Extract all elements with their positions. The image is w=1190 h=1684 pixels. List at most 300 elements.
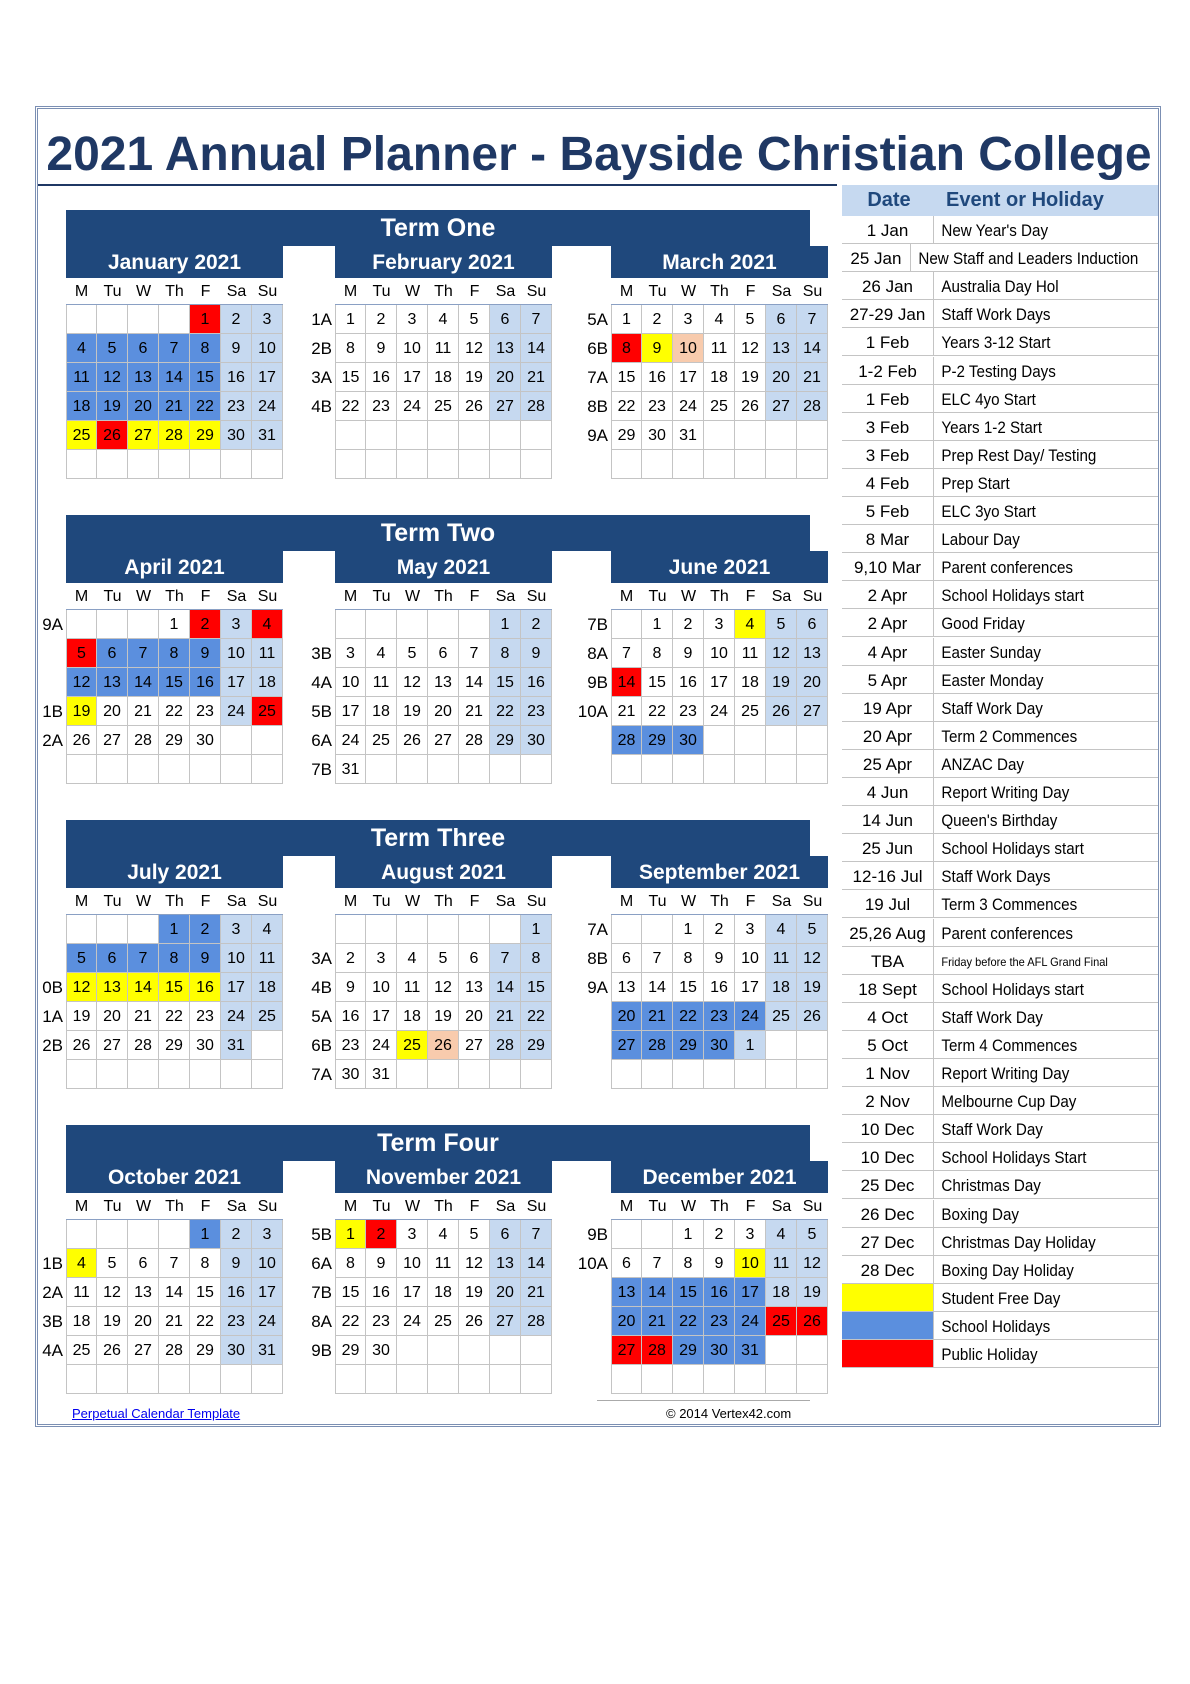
calendar-day: 6 [611,944,642,973]
calendar-day: 12 [397,668,428,697]
calendar-day: 9 [221,1249,252,1278]
weekday-label: W [404,588,421,605]
calendar-day: 7 [611,639,642,668]
calendar-day: 2 [190,610,221,639]
event-row [842,413,1158,441]
event-date: 26 Dec [842,1200,934,1227]
event-name: Staff Work Days [941,868,1051,887]
event-name: School Holidays start [941,980,1084,999]
calendar-day: 7 [159,334,190,363]
calendar-day: 22 [159,697,190,726]
month-title: January 2021 [66,246,283,278]
calendar-empty-cell [704,1060,735,1089]
calendar-day: 29 [521,1031,552,1060]
calendar-day: 19 [766,668,797,697]
calendar-day: 2 [221,1220,252,1249]
calendar-empty-cell [797,1031,828,1060]
calendar-day: 29 [159,1031,190,1060]
school-week-label: 6A [311,1254,332,1273]
calendar-day: 5 [66,944,97,973]
event-row [842,469,1158,497]
calendar-day: 15 [611,363,642,392]
weekday-label: Th [165,283,184,300]
calendar-day: 23 [190,1002,221,1031]
calendar-day: 28 [128,726,159,755]
event-name: Boxing Day [941,1205,1019,1224]
calendar-day: 26 [97,1336,128,1365]
weekday-label: Su [802,893,823,910]
calendar-empty-cell [704,1365,735,1394]
calendar-day: 8 [673,944,704,973]
weekday-header-row [335,1193,552,1220]
calendar-day: 6 [428,639,459,668]
calendar-day: 26 [66,1031,97,1060]
calendar-day: 13 [490,334,521,363]
perpetual-calendar-link[interactable]: Perpetual Calendar Template [72,1406,241,1421]
event-row [842,441,1158,469]
school-week-label: 7B [587,615,608,634]
calendar-day: 1 [190,305,221,334]
calendar-empty-cell [428,915,459,944]
calendar-empty-cell [490,755,521,784]
calendar-empty-cell [252,1031,283,1060]
calendar-day: 31 [366,1060,397,1089]
weekday-label: W [404,893,421,910]
calendar-empty-cell [797,755,828,784]
calendar-day: 20 [97,697,128,726]
calendar-day: 19 [735,363,766,392]
school-week-label: 8B [587,397,608,416]
calendar-empty-cell [611,755,642,784]
calendar-empty-cell [797,421,828,450]
weekday-label: Tu [103,588,122,605]
calendar-empty-cell [366,755,397,784]
calendar-day: 17 [704,668,735,697]
calendar-day: 22 [190,1307,221,1336]
weekday-label: M [74,588,89,605]
calendar-day: 11 [766,944,797,973]
calendar-day: 22 [335,1307,366,1336]
calendar-day: 6 [459,944,490,973]
calendar-day: 9 [704,944,735,973]
school-week-label: 9A [587,978,608,997]
calendar-day: 27 [97,726,128,755]
calendar-day: 3 [221,610,252,639]
weekday-header-row [66,888,283,915]
weekday-label: Su [257,588,278,605]
calendar-day: 29 [159,726,190,755]
calendar-day: 30 [190,726,221,755]
calendar-day: 10 [366,973,397,1002]
calendar-day: 25 [428,392,459,421]
weekday-header-row [611,278,828,305]
weekday-label: W [135,893,152,910]
weekday-label: F [469,1198,480,1215]
calendar-day: 9 [673,639,704,668]
calendar-empty-cell [159,305,190,334]
calendar-day: 21 [128,1002,159,1031]
calendar-day: 14 [797,334,828,363]
calendar-empty-cell [642,1060,673,1089]
calendar-empty-cell [190,1365,221,1394]
event-name: Staff Work Day [941,699,1043,718]
calendar-empty-cell [252,1060,283,1089]
calendar-day: 8 [190,334,221,363]
event-date: 4 Oct [842,1003,934,1030]
weekday-label: Th [434,588,453,605]
event-date: 1 Feb [842,328,934,355]
weekday-label: Th [165,1198,184,1215]
school-week-label: 0B [42,978,63,997]
calendar-day: 26 [766,697,797,726]
weekday-header-row [335,278,552,305]
calendar-day: 15 [490,668,521,697]
calendar-day: 28 [459,726,490,755]
event-name: Labour Day [941,531,1020,550]
event-date: 1 Feb [842,385,934,412]
calendar-day: 24 [673,392,704,421]
weekday-label: Sa [495,1198,516,1215]
month-calendar [66,856,283,1089]
calendar-day: 19 [397,697,428,726]
calendar-day: 25 [766,1307,797,1336]
legend-swatch [842,1312,934,1339]
weekday-label: Sa [495,588,516,605]
event-name: Parent conferences [941,559,1074,578]
calendar-empty-cell [66,755,97,784]
calendar-day: 8 [673,1249,704,1278]
calendar-day: 31 [252,1336,283,1365]
calendar-day: 24 [335,726,366,755]
weekday-label: W [404,1198,421,1215]
calendar-day: 11 [252,944,283,973]
calendar-empty-cell [490,1060,521,1089]
event-name: Staff Work Days [941,306,1051,325]
calendar-day: 8 [642,639,673,668]
weekday-header-row [335,583,552,610]
event-row [842,553,1158,581]
calendar-day: 25 [366,726,397,755]
calendar-day: 5 [735,305,766,334]
calendar-day: 17 [735,973,766,1002]
calendar-day: 23 [642,392,673,421]
calendar-day: 9 [335,973,366,1002]
event-date: 25 Jun [842,834,934,861]
calendar-empty-cell [66,610,97,639]
calendar-day: 22 [611,392,642,421]
school-week-label: 2A [42,731,63,750]
calendar-empty-cell [97,450,128,479]
weekday-label: F [469,893,480,910]
calendar-empty-cell [490,1365,521,1394]
calendar-empty-cell [128,915,159,944]
calendar-empty-cell [490,421,521,450]
weekday-label: Su [526,588,547,605]
event-date: 12-16 Jul [842,862,934,889]
calendar-day: 31 [735,1336,766,1365]
calendar-empty-cell [735,421,766,450]
month-title: May 2021 [335,551,552,583]
month-title: February 2021 [335,246,552,278]
calendar-day: 15 [521,973,552,1002]
calendar-day: 22 [642,697,673,726]
event-date: 19 Apr [842,694,934,721]
calendar-empty-cell [366,1365,397,1394]
calendar-empty-cell [66,305,97,334]
calendar-day: 2 [190,915,221,944]
calendar-empty-cell [459,755,490,784]
calendar-empty-cell [735,450,766,479]
calendar-day: 24 [221,697,252,726]
calendar-empty-cell [252,726,283,755]
event-date: 2 Nov [842,1087,934,1114]
calendar-day: 11 [428,1249,459,1278]
calendar-empty-cell [428,421,459,450]
calendar-day: 27 [797,697,828,726]
month-title: July 2021 [66,856,283,888]
calendar-day: 20 [459,1002,490,1031]
calendar-empty-cell [766,421,797,450]
calendar-empty-cell [221,755,252,784]
calendar-day: 6 [766,305,797,334]
event-name: Report Writing Day [941,784,1070,802]
event-name: Years 3-12 Start [941,334,1051,353]
event-row [842,806,1158,834]
calendar-empty-cell [397,1336,428,1365]
calendar-day: 10 [735,1249,766,1278]
weekday-label: Th [165,588,184,605]
weekday-label: F [200,588,211,605]
calendar-empty-cell [766,1060,797,1089]
calendar-day: 15 [673,1278,704,1307]
weekday-label: W [680,588,697,605]
event-name: New Staff and Leaders Induction [918,250,1139,269]
calendar-empty-cell [797,450,828,479]
calendar-day: 1 [673,915,704,944]
calendar-day: 2 [366,1220,397,1249]
event-date: 2 Apr [842,581,934,608]
calendar-day: 6 [128,334,159,363]
event-name: Staff Work Day [941,1008,1043,1027]
calendar-day: 7 [521,1220,552,1249]
footer-divider [597,1400,810,1401]
event-date: TBA [842,947,934,974]
event-row [842,216,1158,244]
calendar-day: 28 [611,726,642,755]
calendar-day: 20 [128,1307,159,1336]
legend-row [842,1312,1158,1340]
calendar-empty-cell [766,1365,797,1394]
month-calendar [66,246,283,479]
calendar-day: 1 [490,610,521,639]
day-grid [335,305,552,479]
calendar-day: 31 [335,755,366,784]
calendar-day: 7 [490,944,521,973]
calendar-day: 10 [673,334,704,363]
calendar-empty-cell [335,421,366,450]
calendar-day: 14 [521,334,552,363]
weekday-label: Su [802,283,823,300]
calendar-day: 24 [252,392,283,421]
calendar-day: 28 [159,421,190,450]
event-row [842,1200,1158,1228]
school-week-label: 10A [577,702,608,721]
calendar-day: 26 [397,726,428,755]
calendar-day: 11 [766,1249,797,1278]
calendar-empty-cell [673,450,704,479]
title-divider [38,184,837,186]
calendar-day: 15 [190,363,221,392]
month-calendar [335,246,552,479]
calendar-day: 25 [252,697,283,726]
month-calendar [66,551,283,784]
calendar-empty-cell [428,450,459,479]
calendar-empty-cell [97,1060,128,1089]
day-grid [66,305,283,479]
weekday-label: Tu [103,1198,122,1215]
month-title: June 2021 [611,551,828,583]
day-grid [66,915,283,1089]
calendar-empty-cell [766,755,797,784]
calendar-empty-cell [159,755,190,784]
event-row [842,722,1158,750]
calendar-day: 28 [128,1031,159,1060]
events-header-date: Date [867,189,911,211]
calendar-empty-cell [335,450,366,479]
calendar-empty-cell [366,450,397,479]
calendar-day: 1 [673,1220,704,1249]
calendar-day: 18 [397,1002,428,1031]
event-date: 4 Jun [842,778,934,805]
calendar-day: 31 [252,421,283,450]
weekday-label: Sa [495,283,516,300]
calendar-day: 1 [159,915,190,944]
calendar-empty-cell [766,726,797,755]
weekday-label: Tu [648,588,667,605]
event-row [842,272,1158,300]
school-week-label: 6A [311,731,332,750]
calendar-day: 5 [459,1220,490,1249]
calendar-day: 14 [128,668,159,697]
calendar-empty-cell [704,726,735,755]
calendar-day: 24 [366,1031,397,1060]
event-date: 25,26 Aug [842,919,934,946]
weekday-label: Th [434,893,453,910]
calendar-empty-cell [642,755,673,784]
calendar-empty-cell [190,755,221,784]
calendar-empty-cell [66,1365,97,1394]
calendar-day: 1 [159,610,190,639]
event-date: 8 Mar [842,525,934,552]
school-week-label: 5B [311,702,332,721]
calendar-day: 9 [190,639,221,668]
calendar-empty-cell [252,1365,283,1394]
calendar-empty-cell [252,755,283,784]
calendar-day: 3 [252,1220,283,1249]
event-date: 10 Dec [842,1115,934,1142]
calendar-day: 15 [159,973,190,1002]
school-week-label: 10A [577,1254,608,1273]
calendar-day: 7 [128,944,159,973]
calendar-empty-cell [428,1060,459,1089]
calendar-empty-cell [642,1220,673,1249]
weekday-label: Sa [226,1198,247,1215]
calendar-day: 2 [704,1220,735,1249]
school-week-label: 1B [42,702,63,721]
calendar-day: 11 [735,639,766,668]
calendar-day: 23 [704,1307,735,1336]
calendar-day: 6 [490,305,521,334]
event-date: 3 Feb [842,413,934,440]
event-row [842,1087,1158,1115]
calendar-day: 22 [490,697,521,726]
event-row [842,694,1158,722]
calendar-day: 9 [366,334,397,363]
calendar-day: 20 [428,697,459,726]
day-grid [335,915,552,1089]
calendar-day: 18 [766,973,797,1002]
calendar-empty-cell [97,755,128,784]
calendar-day: 20 [797,668,828,697]
calendar-day: 15 [335,1278,366,1307]
calendar-day: 18 [252,973,283,1002]
event-name: Term 2 Commences [941,727,1078,746]
calendar-empty-cell [766,450,797,479]
calendar-empty-cell [521,1365,552,1394]
weekday-header-row [335,888,552,915]
calendar-day: 27 [611,1031,642,1060]
weekday-label: W [404,283,421,300]
calendar-day: 14 [611,668,642,697]
calendar-day: 24 [397,1307,428,1336]
calendar-day: 12 [97,1278,128,1307]
calendar-day: 3 [366,944,397,973]
calendar-day: 19 [459,1278,490,1307]
calendar-day: 26 [735,392,766,421]
calendar-day: 13 [490,1249,521,1278]
weekday-label: M [74,893,89,910]
calendar-day: 20 [611,1307,642,1336]
calendar-day: 10 [397,1249,428,1278]
calendar-empty-cell [797,1336,828,1365]
calendar-day: 26 [797,1002,828,1031]
calendar-day: 13 [611,973,642,1002]
school-week-label: 5A [311,1007,332,1026]
calendar-day: 27 [490,1307,521,1336]
calendar-empty-cell [397,915,428,944]
calendar-day: 16 [190,668,221,697]
school-week-label: 7A [587,368,608,387]
event-date: 2 Apr [842,609,934,636]
calendar-day: 6 [490,1220,521,1249]
copyright-text: © 2014 Vertex42.com [666,1406,792,1421]
calendar-day: 5 [797,915,828,944]
calendar-empty-cell [673,1060,704,1089]
calendar-day: 24 [221,1002,252,1031]
calendar-day: 5 [766,610,797,639]
event-row [842,1003,1158,1031]
month-title: November 2021 [335,1161,552,1193]
calendar-day: 12 [735,334,766,363]
calendar-day: 1 [521,915,552,944]
calendar-day: 26 [97,421,128,450]
calendar-day: 3 [673,305,704,334]
calendar-day: 17 [221,973,252,1002]
calendar-day: 7 [797,305,828,334]
event-name: School Holidays start [941,840,1084,859]
weekday-label: F [469,588,480,605]
calendar-day: 21 [490,1002,521,1031]
